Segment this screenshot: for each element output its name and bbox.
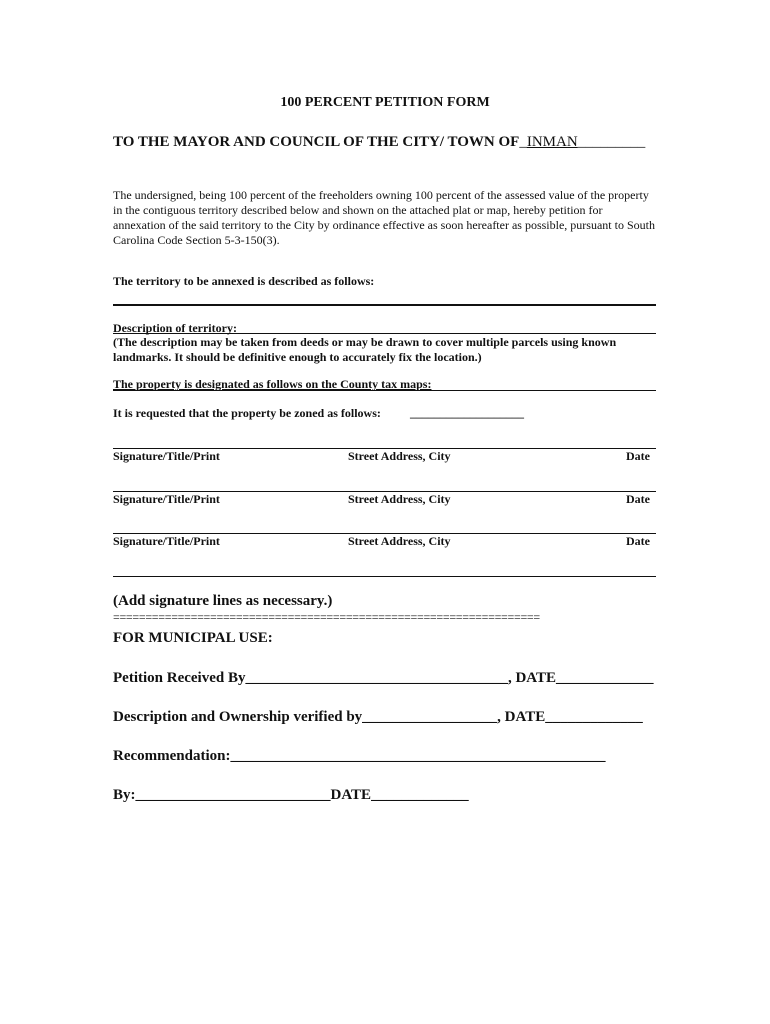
- zoning-field[interactable]: ___________________: [410, 406, 524, 420]
- separator-line: ==================================================================: [113, 610, 540, 624]
- date-label: Date: [626, 492, 650, 506]
- by-line: [113, 787, 469, 804]
- recommendation-line[interactable]: Recommendation:__________________________________________________: [113, 748, 606, 764]
- zoning-label: It is requested that the property be zoned as follows:: [113, 406, 381, 420]
- tax-maps-label: The property is designated as follows on the County tax maps:: [113, 377, 432, 391]
- territory-label: The territory to be annexed is described as follows:: [113, 274, 375, 288]
- addressee-prefix: TO THE MAYOR AND COUNCIL OF THE CITY/ TOWN OF: [113, 134, 520, 150]
- address-label: Street Address, City: [348, 534, 451, 548]
- date-label: Date: [626, 534, 650, 548]
- addressee-tail: _________: [577, 134, 646, 150]
- address-label: Street Address, City: [348, 449, 451, 463]
- signature-label: Signature/Title/Print: [113, 449, 220, 463]
- by-date-field[interactable]: _____________: [371, 787, 469, 803]
- signature-label: Signature/Title/Print: [113, 492, 220, 506]
- by-field[interactable]: __________________________: [135, 787, 331, 803]
- intro-paragraph: The undersigned, being 100 percent of the freeholders owning 100 percent of the assessed value of the property in the contiguous territory described below and shown on the attached plat or map, hereby petition for annexation of the said territory to the City by ordinance effective as soon hereafter as possible, pursuant to South Carolina Code Section 5-3-150(3).: [113, 188, 655, 247]
- by-label: By:: [113, 787, 136, 803]
- date-label: Date: [626, 449, 650, 463]
- municipal-heading: FOR MUNICIPAL USE:: [113, 630, 273, 646]
- town-name: INMAN: [526, 134, 578, 150]
- add-lines-note: (Add signature lines as necessary.): [113, 593, 333, 609]
- territory-line[interactable]: [113, 304, 656, 306]
- description-label: Description of territory:: [113, 321, 237, 335]
- signature-label: Signature/Title/Print: [113, 534, 220, 548]
- addressee-lead: _: [519, 134, 527, 150]
- address-label: Street Address, City: [348, 492, 451, 506]
- addressee-line: [113, 134, 645, 151]
- signature-line-4[interactable]: [113, 576, 656, 577]
- form-title: 100 PERCENT PETITION FORM: [280, 95, 490, 110]
- by-date-label: DATE: [330, 787, 372, 803]
- ownership-verified-line[interactable]: Description and Ownership verified by__________________, DATE_____________: [113, 709, 643, 725]
- description-line[interactable]: [113, 333, 656, 334]
- description-note: (The description may be taken from deeds or may be drawn to cover multiple parcels using known landmarks. It should be definitive enough to accurately fix the location.): [113, 335, 617, 364]
- tax-maps-line[interactable]: [113, 390, 656, 391]
- petition-received-line[interactable]: Petition Received By___________________________________, DATE_____________: [113, 670, 654, 686]
